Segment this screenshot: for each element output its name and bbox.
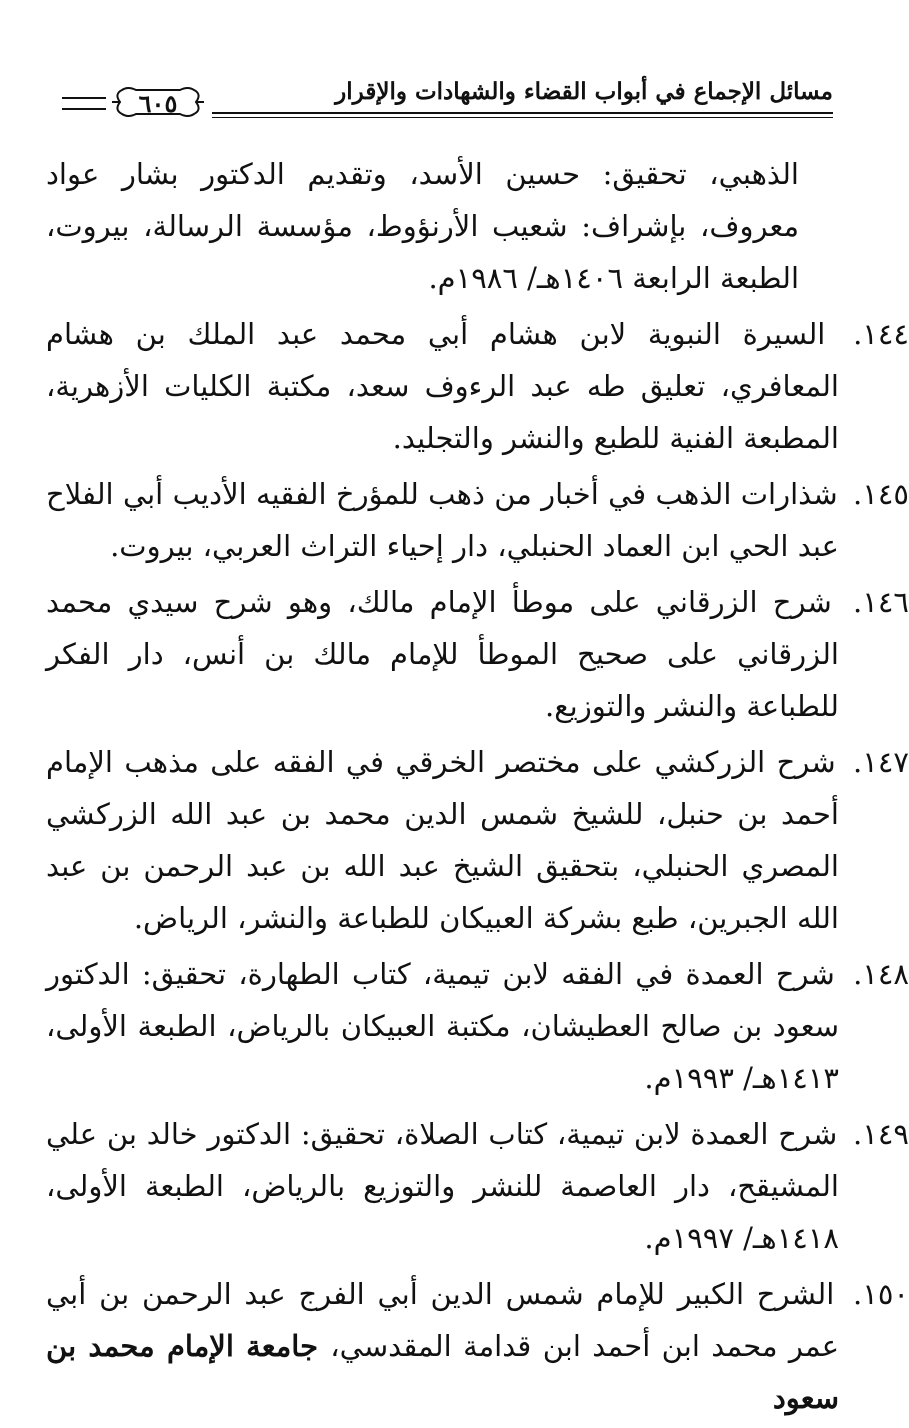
entry-text: شرح الزركشي على مختصر الخرقي في الفقه على مذهب الإمام أحمد بن حنبل، للشيخ شمس الدين محمد بن عبد الله الزركشي المصري الحنبلي، بتحقيق الشيخ عبد الله بن عبد الرحمن بن عبد الله الجبرين، طبع بشركة العبيكان للطباعة والنشر، الرياض. <box>46 745 839 935</box>
page-number: ٦٠٥ <box>138 89 178 118</box>
entry-text: الشرح الكبير للإمام شمس الدين أبي الفرج عبد الرحمن بن أبي عمر محمد ابن أحمد ابن قدامة المقدسي، <box>46 1277 840 1363</box>
bibliography-entry-144 <box>46 308 909 464</box>
page-number-frame <box>110 84 206 120</box>
entry-number: ١٤٩. <box>853 1117 909 1151</box>
header-ornament-lines <box>62 97 106 110</box>
entry-number: ١٤٨. <box>853 957 909 991</box>
entry-number: ١٤٦. <box>853 585 909 619</box>
entry-number: ١٤٥. <box>853 477 909 511</box>
bibliography-entry-145 <box>46 468 909 572</box>
entry-number: ١٥٠. <box>853 1277 909 1311</box>
entry-text: شذارات الذهب في أخبار من ذهب للمؤرخ الفقيه الأديب أبي الفلاح عبد الحي ابن العماد الحنبلي، دار إحياء التراث العربي، بيروت. <box>46 477 839 563</box>
header-rule <box>212 112 833 118</box>
bibliography-list <box>46 148 909 1428</box>
continued-entry <box>46 148 839 304</box>
bibliography-entry-150 <box>46 1268 909 1424</box>
bibliography-entry-147 <box>46 736 909 944</box>
entry-text: شرح العمدة في الفقه لابن تيمية، كتاب الطهارة، تحقيق: الدكتور سعود بن صالح العطيشان، مكتبة العبيكان بالرياض، الطبعة الأولى، ١٤١٣هـ/ ١٩٩٣م. <box>46 957 839 1095</box>
running-title: مسائل الإجماع في أبواب القضاء والشهادات والإقرار <box>335 78 833 105</box>
entry-text: الذهبي، تحقيق: حسين الأسد، وتقديم الدكتور بشار عواد معروف، بإشراف: شعيب الأرنؤوط، مؤسسة الرسالة، بيروت، الطبعة الرابعة ١٤٠٦هـ/ ١٩٨٦م. <box>46 157 799 295</box>
entry-text: شرح الزرقاني على موطأ الإمام مالك، وهو شرح سيدي محمد الزرقاني على صحيح الموطأ للإمام مالك بن أنس، دار الفكر للطباعة والنشر والتوزيع. <box>46 585 839 723</box>
entry-text: السيرة النبوية لابن هشام أبي محمد عبد الملك بن هشام المعافري، تعليق طه عبد الرءوف سعد، مكتبة الكليات الأزهرية، المطبعة الفنية للطبع والنشر والتجليد. <box>46 317 839 455</box>
entry-text-bold: جامعة الإمام محمد بن سعود <box>46 1329 839 1415</box>
bibliography-entry-149 <box>46 1108 909 1264</box>
entry-text: شرح العمدة لابن تيمية، كتاب الصلاة، تحقيق: الدكتور خالد بن علي المشيقح، دار العاصمة للنشر والتوزيع بالرياض، الطبعة الأولى، ١٤١٨هـ/ ١٩٩٧م. <box>46 1117 839 1255</box>
bibliography-entry-148 <box>46 948 909 1104</box>
entry-number: ١٤٤. <box>853 317 909 351</box>
entry-number: ١٤٧. <box>853 745 909 779</box>
page-header <box>62 78 833 124</box>
bibliography-entry-146 <box>46 576 909 732</box>
